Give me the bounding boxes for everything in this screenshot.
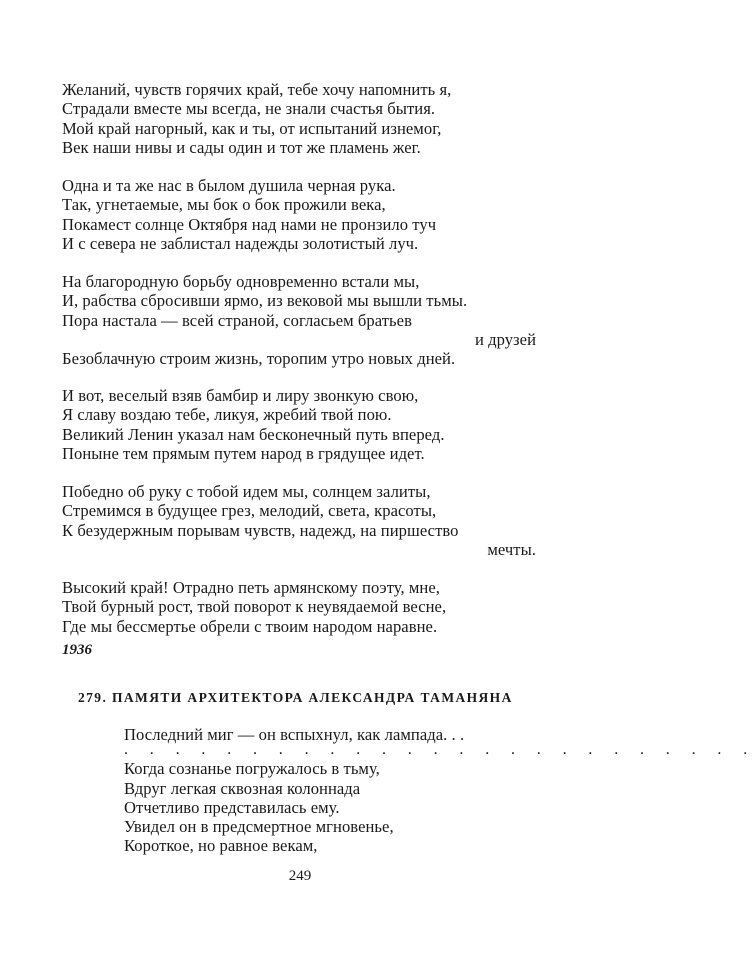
stanza-1 xyxy=(62,80,542,157)
verse-line: Поныне тем прямым путем народ в грядущее идет. xyxy=(62,443,425,463)
verse-line: И с севера не заблистал надежды золотистый луч. xyxy=(62,233,419,253)
verse-line: Мой край нагорный, как и ты, от испытаний изнемог, xyxy=(62,118,442,138)
ellipsis-dots: . . . . . . . . . . . . . . . . . . . . . . . . . xyxy=(124,741,756,759)
verse-line: Одна и та же нас в былом душила черная рука. xyxy=(62,176,396,195)
verse-line: Отчетливо представилась ему. xyxy=(124,797,340,817)
stanza-5 xyxy=(62,482,542,559)
verse-line-continuation: мечты. xyxy=(487,539,536,559)
verse-line: Великий Ленин указал нам бесконечный путь вперед. xyxy=(62,424,445,444)
stanza-4 xyxy=(62,386,542,463)
stanza-3 xyxy=(62,272,542,368)
verse-line: К безудержным порывам чувств, надежд, на пиршество xyxy=(62,520,459,540)
verse-line: Желаний, чувств горячих край, тебе хочу напомнить я, xyxy=(62,80,452,99)
page-number: 249 xyxy=(288,868,312,884)
poem-title: 279. ПАМЯТИ АРХИТЕКТОРА АЛЕКСАНДРА ТАМАНЯНА xyxy=(78,690,513,705)
verse-line: Страдали вместе мы всегда, не знали счастья бытия. xyxy=(62,99,436,119)
poem-date: 1936 xyxy=(62,642,92,658)
stanza-6 xyxy=(62,578,542,636)
stanza-2 xyxy=(62,176,542,253)
verse-line: И вот, веселый взяв бамбир и лиру звонкую свою, xyxy=(62,386,419,405)
verse-line-continuation: и друзей xyxy=(474,329,536,349)
verse-line: Когда сознанье погружалось в тьму, xyxy=(124,759,380,779)
verse-line: На благородную борьбу одновременно встали мы, xyxy=(62,272,420,291)
verse-line: Увидел он в предсмертное мгновенье, xyxy=(124,817,394,837)
verse-line: Век наши нивы и сады один и тот же пламень жег. xyxy=(62,137,421,157)
verse-line: Стремимся в будущее грез, мелодий, света, красоты, xyxy=(62,501,437,521)
verse-line: Безоблачную строим жизнь, торопим утро новых дней. xyxy=(62,349,456,369)
verse-line: Так, угнетаемые, мы бок о бок прожили века, xyxy=(62,195,386,215)
verse-line: Короткое, но равное векам, xyxy=(124,836,318,856)
poem-279-body xyxy=(124,725,756,856)
verse-line: Высокий край! Отрадно петь армянскому поэту, мне, xyxy=(62,578,440,597)
verse-line: И, рабства сбросивши ярмо, из вековой мы вышли тьмы. xyxy=(62,291,468,311)
verse-line: Твой бурный рост, твой поворот к неувядаемой весне, xyxy=(62,597,447,617)
verse-line: Я славу воздаю тебе, ликуя, жребий твой пою. xyxy=(62,405,392,425)
verse-line: Последний миг — он вспыхнул, как лампада. . . xyxy=(124,725,465,744)
verse-line: Вдруг легкая сквозная колоннада xyxy=(124,778,361,798)
verse-line: Победно об руку с тобой идем мы, солнцем залиты, xyxy=(62,482,431,501)
verse-line: Покамест солнце Октября над нами не пронзило туч xyxy=(62,214,437,234)
verse-line: Где мы бессмертье обрели с твоим народом наравне. xyxy=(62,616,438,636)
verse-line: Пора настала — всей страной, согласьем братьев xyxy=(62,310,412,330)
